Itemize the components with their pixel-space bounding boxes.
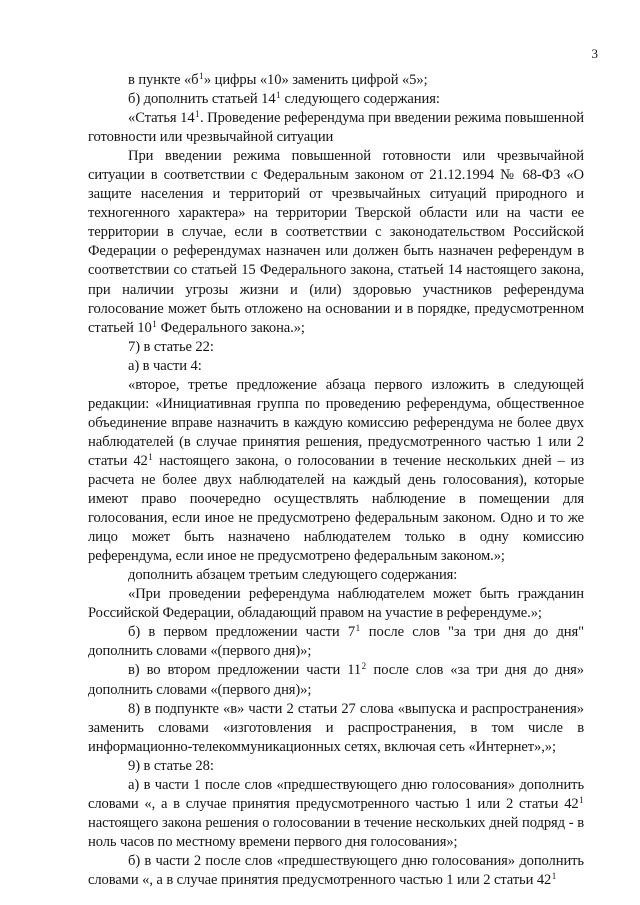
document-body [88,71,584,890]
superscript-index: 1 [579,794,584,805]
text-run: «При проведении референдума наблюдателем может быть гражданин Российской Федерации, обладающий правом на участие в референдуме.»; [88,586,584,622]
paragraph-15 [88,852,584,890]
text-run: дополнить абзацем третьим следующего содержания: [128,567,458,584]
text-run: настоящего закона решения о голосовании в течение нескольких дней подряд - в ноль часов по местному времени первого дня голосования»; [88,814,584,850]
text-run: 7) в статье 22: [128,338,214,355]
text-run: » цифры «10» заменить цифрой «5»; [203,72,428,88]
text-run: в) во втором предложении части 11 [128,662,362,679]
text-run: 8) в подпункте «в» части 2 статьи 27 слова «выпуска и распространения» заменить словами «изготовления и распространения, в том числе в информационно-телекоммуникационных сетях, включая сеть «Интернет»,»; [88,700,584,755]
paragraph-2 [88,90,584,109]
superscript-index: 1 [551,870,557,881]
paragraph-11 [88,661,584,699]
text-run: настоящего закона, о голосовании в течение нескольких дней – из расчета не более двух наблюдателей на каждый день голосования), которые имеют право поочередно осуществлять наблюдение в помещении для голосования, если иное не предусмотрено федеральным законом. Одно и то же лицо может быть назначено наблюдателем только в одну комиссию референдума, если иное не предусмотрено федеральным законом.»; [88,452,584,565]
text-run: б) дополнить статьей 14 [128,91,276,108]
text-run: а) в части 1 после слов «предшествующего дню голосования» дополнить словами «, а в случае принятия предусмотренного частью 1 или 2 статьи 42 [88,776,584,812]
superscript-index: 1 [148,451,153,462]
paragraph-5 [88,338,584,357]
page-number: 3 [591,46,598,61]
superscript-index: 1 [276,90,281,101]
paragraph-9 [88,585,584,623]
superscript-index: 2 [361,661,366,672]
text-run: б) в части 2 после слов «предшествующего дню голосования» дополнить словами «, а в случае принятия предусмотренного частью 1 или 2 статьи 42 [88,852,584,888]
superscript-index: 1 [355,623,360,634]
superscript-index: 1 [198,71,204,81]
text-run: Федерального закона.»; [157,319,305,336]
paragraph-4 [88,147,584,337]
text-run: 9) в статье 28: [128,757,214,774]
paragraph-6 [88,357,584,376]
superscript-index: 1 [152,318,157,329]
text-run: б) в первом предложении части 7 [128,624,356,641]
paragraph-12 [88,700,584,757]
text-run: после слов "за три дня до дня" дополнить словами «(первого дня)»; [88,624,584,660]
text-run: следующего содержания: [280,91,440,108]
paragraph-1 [88,71,584,90]
paragraph-8 [88,566,584,585]
text-run: в пункте «б [128,72,199,88]
paragraph-10 [88,623,584,661]
paragraph-3 [88,109,584,147]
text-run: «Статья 14 [128,110,195,127]
paragraph-14 [88,776,584,852]
text-run: . Проведение референдума при введении режима повышенной готовности или чрезвычайной ситуации [88,110,584,146]
superscript-index: 1 [195,109,200,120]
paragraph-13 [88,757,584,776]
paragraph-7 [88,376,584,566]
text-run: При введении режима повышенной готовности или чрезвычайной ситуации в соответствии с Федеральным законом от 21.12.1994 № 68-ФЗ «О защите населения и территорий от чрезвычайных ситуаций природного и техногенного характера» на территории Тверской области или на части ее территории в случае, если в соответствии с законодательством Российской Федерации о референдумах назначен или должен быть назначен референдум в соответствии со статьей 15 Федерального закона, статьей 14 настоящего закона, при наличии угрозы жизни и (или) здоровью участников референдума голосование может быть отложено на основании и в порядке, предусмотренном статьей 10 [88,148,584,336]
text-run: после слов «за три дня до дня» дополнить словами «(первого дня)»; [88,662,584,698]
text-run: а) в части 4: [128,357,202,374]
text-run: «второе, третье предложение абзаца первого изложить в следующей редакции: «Инициативная группа по проведению референдума, общественное объединение вправе назначить в каждую комиссию референдума не более двух наблюдателей (в случае принятия решения, предусмотренного частью 1 или 2 статьи 42 [88,376,584,469]
